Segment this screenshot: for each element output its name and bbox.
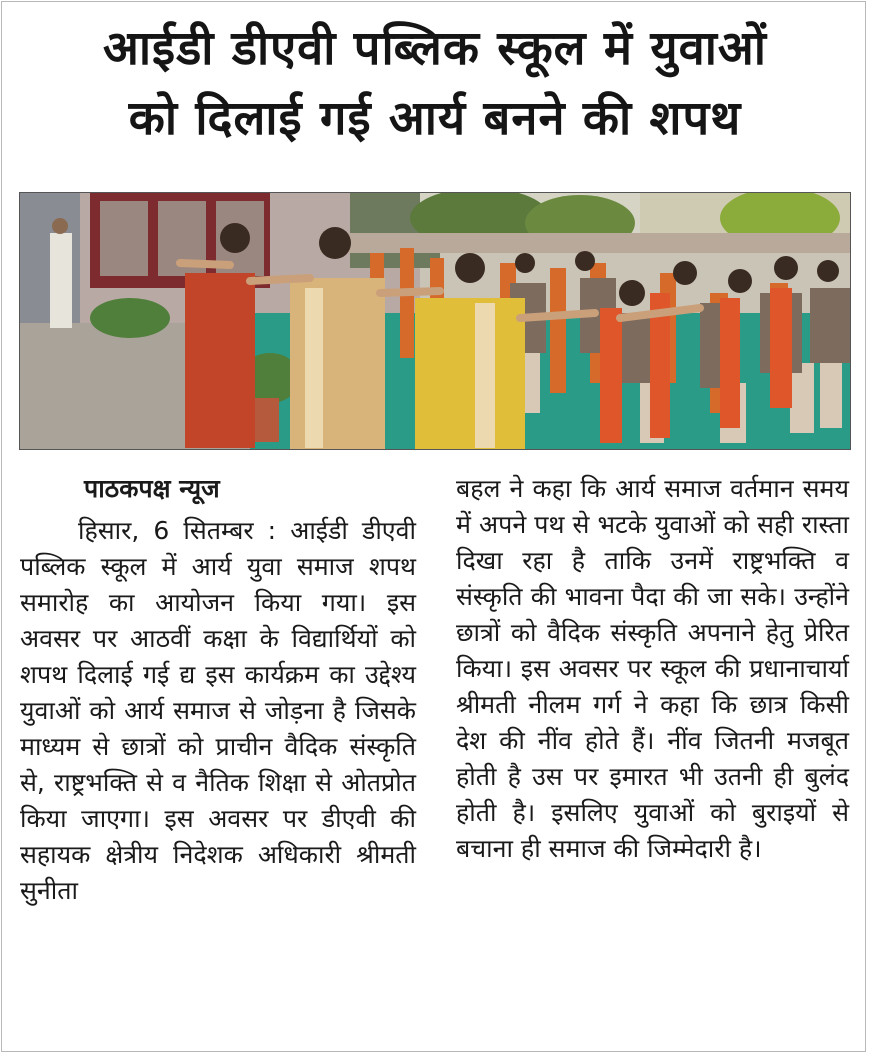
headline-line-1: आईडी डीएवी पब्लिक स्कूल में युवाओं — [103, 21, 767, 76]
article-column-left: हिसार, 6 सितम्बर : आईडी डीएवी पब्लिक स्कूल में आर्य युवा समाज शपथ समारोह का आयोजन किया गया। इस अवसर पर आठवीं कक्षा के विद्यार्थियों को शपथ दिलाई गई द्य इस कार्यक्रम का उद्देश्य युवाओं को आर्य समाज से जोड़ना है जिसके माध्यम से छात्रों को प्राचीन वैदिक संस्कृति से, राष्ट्रभक्ति से व नैतिक शिक्षा से ओतप्रोत किया जाएगा। इस अवसर पर डीएवी की सहायक क्षेत्रीय निदेशक अधिकारी श्रीमती सुनीता — [20, 516, 416, 905]
headline — [10, 14, 860, 154]
photo-of-students-taking-oath-icon — [20, 193, 851, 450]
news-photo — [19, 192, 851, 450]
headline-line-2: को दिलाई गई आर्य बनने की शपथ — [128, 91, 742, 146]
byline: पाठकपक्ष न्यूज — [84, 474, 220, 503]
article-column-right: बहल ने कहा कि आर्य समाज वर्तमान समय में अपने पथ से भटके युवाओं को सही रास्ता दिखा रहा है ताकि उनमें राष्ट्रभक्ति व संस्कृति की भावना पैदा की जा सके। उन्होंने छात्रों को वैदिक संस्कृति अपनाने हेतु प्रेरित किया। इस अवसर पर स्कूल की प्रधानाचार्या श्रीमती नीलम गर्ग ने कहा कि छात्र किसी देश की नींव होते हैं। नींव जितनी मजबूत होती है उस पर इमारत भी उतनी ही बुलंद होती है। इसलिए युवाओं को बुराइयों से बचाना ही समाज की जिम्मेदारी है। — [456, 474, 849, 863]
